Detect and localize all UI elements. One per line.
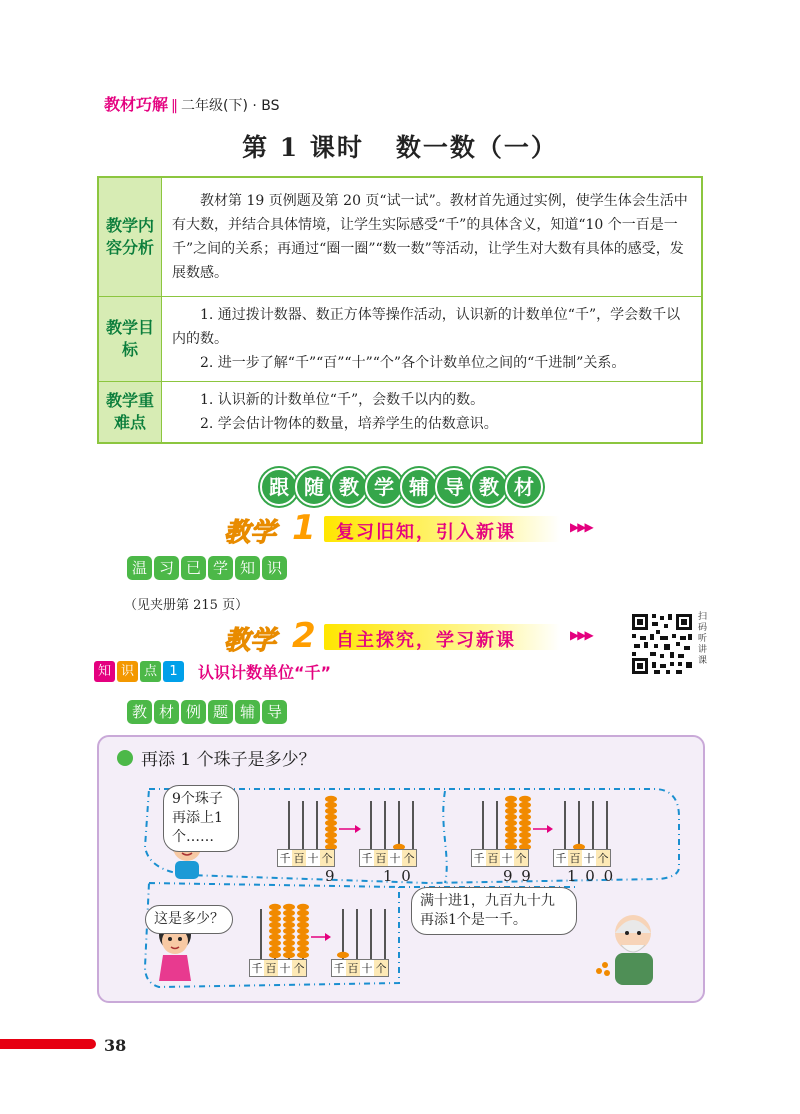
abacus-label-strip: 千 百 十 个 [471, 849, 529, 867]
lesson-name: 数一数（一） [395, 133, 558, 162]
header-divider: ‖ [171, 98, 179, 114]
abacus-9 [289, 796, 361, 851]
brand-title: 教材巧解 [104, 95, 169, 114]
qr-code-icon[interactable] [630, 612, 694, 676]
abacus-value: 9 9 [503, 867, 533, 885]
running-header [104, 92, 280, 115]
arrows-icon: ▶▶▶ [570, 520, 592, 534]
tag-char: 导 [262, 700, 287, 724]
row-content: 1. 认识新的计数单位“千”，会数千以内的数。 2. 学会估计物体的数量，培养学生的估数意识。 [162, 382, 703, 444]
banner-char: 教 [470, 468, 508, 506]
step-title: 复习旧知，引入新课 [336, 522, 516, 543]
step-tag: 教学 [224, 518, 277, 548]
step-tag: 教学 [224, 626, 277, 656]
review-reference: （见夹册第 215 页） [124, 598, 249, 613]
kp-char: 点 [140, 661, 161, 682]
section-banner [260, 466, 540, 508]
step-number: 1 [292, 508, 316, 548]
tag-char: 材 [154, 700, 179, 724]
arrows-icon: ▶▶▶ [570, 628, 592, 642]
abacus-value: 9 [325, 867, 335, 885]
lesson-number: 第 1 课时 [242, 133, 364, 162]
table-row [98, 382, 702, 444]
abacus-label-strip: 千 百 十 个 [277, 849, 335, 867]
kp-char: 知 [94, 661, 115, 682]
qr-caption: 扫码听讲课 [698, 612, 708, 666]
speech-bubble-girl: 这是多少？ [145, 905, 233, 934]
page-number: 38 [104, 1036, 127, 1055]
abacus-999 [261, 904, 331, 959]
example-tag [127, 700, 287, 726]
tag-char: 知 [235, 556, 260, 580]
kp-char: 1 [163, 661, 184, 682]
review-tag [127, 556, 287, 582]
table-row [98, 177, 702, 297]
row-label: 教学重难点 [98, 382, 162, 444]
row-content: 教材第 19 页例题及第 20 页“试一试”。教材首先通过实例，使学生体会生活中有大数，并结合具体情境，让学生实际感受“千”的具体含义，知道“10 个一百是一千”之间的关系；再通过“圈一圈”“数一数”等活动，让学生对大数有具体的感受，发展数感。 [162, 177, 703, 297]
banner-char: 跟 [260, 468, 298, 506]
banner-char: 辅 [400, 468, 438, 506]
tag-char: 学 [208, 556, 233, 580]
banner-char: 教 [330, 468, 368, 506]
banner-char: 随 [295, 468, 333, 506]
banner-char: 材 [505, 468, 543, 506]
abacus-label-strip: 千 百 十 个 [553, 849, 611, 867]
step-number: 2 [292, 616, 316, 656]
abacus-label-strip: 千 百 十 个 [331, 959, 389, 977]
speech-bubble-grandpa: 满十进1，九百九十九再添1个是一千。 [411, 887, 577, 935]
abacus-10 [371, 801, 413, 851]
teaching-analysis-table [97, 176, 703, 444]
tag-char: 习 [154, 556, 179, 580]
grade-label: 二年级(下) · BS [181, 98, 280, 114]
abacus-99 [483, 796, 553, 851]
grandpa-character-icon [596, 915, 653, 985]
abacus-value: 1 0 [383, 867, 413, 885]
banner-char: 学 [365, 468, 403, 506]
kp-char: 识 [117, 661, 138, 682]
step1-bar [224, 508, 594, 548]
lesson-title [0, 128, 800, 164]
abacus-value: 1 0 0 [567, 867, 616, 885]
step2-bar [224, 616, 594, 656]
tag-char: 例 [181, 700, 206, 724]
tag-char: 识 [262, 556, 287, 580]
abacus-1000 [337, 909, 385, 959]
tag-char: 已 [181, 556, 206, 580]
speech-bubble-boy: 9个珠子再添上1个…… [163, 785, 239, 852]
knowledge-point-heading [94, 660, 331, 683]
knowledge-point-title: 认识计数单位“千” [198, 663, 332, 682]
abacus-label-strip: 千 百 十 个 [359, 849, 417, 867]
banner-char: 导 [435, 468, 473, 506]
step-title: 自主探究，学习新课 [336, 630, 516, 651]
row-content: 1. 通过拨计数器、数正方体等操作活动，认识新的计数单位“千”，学会数千以内的数。 2. 进一步了解“千”“百”“十”“个”各个计数单位之间的“千进制”关系。 [162, 297, 703, 382]
tag-char: 辅 [235, 700, 260, 724]
footer-bar [0, 1039, 96, 1049]
table-row [98, 297, 702, 382]
tag-char: 教 [127, 700, 152, 724]
row-label: 教学内容分析 [98, 177, 162, 297]
tag-char: 题 [208, 700, 233, 724]
tag-char: 温 [127, 556, 152, 580]
abacus-label-strip: 千 百 十 个 [249, 959, 307, 977]
example-question: 再添 1 个珠子是多少？ [117, 745, 316, 770]
example-box [97, 735, 705, 1003]
row-label: 教学目标 [98, 297, 162, 382]
abacus-100 [565, 801, 607, 851]
